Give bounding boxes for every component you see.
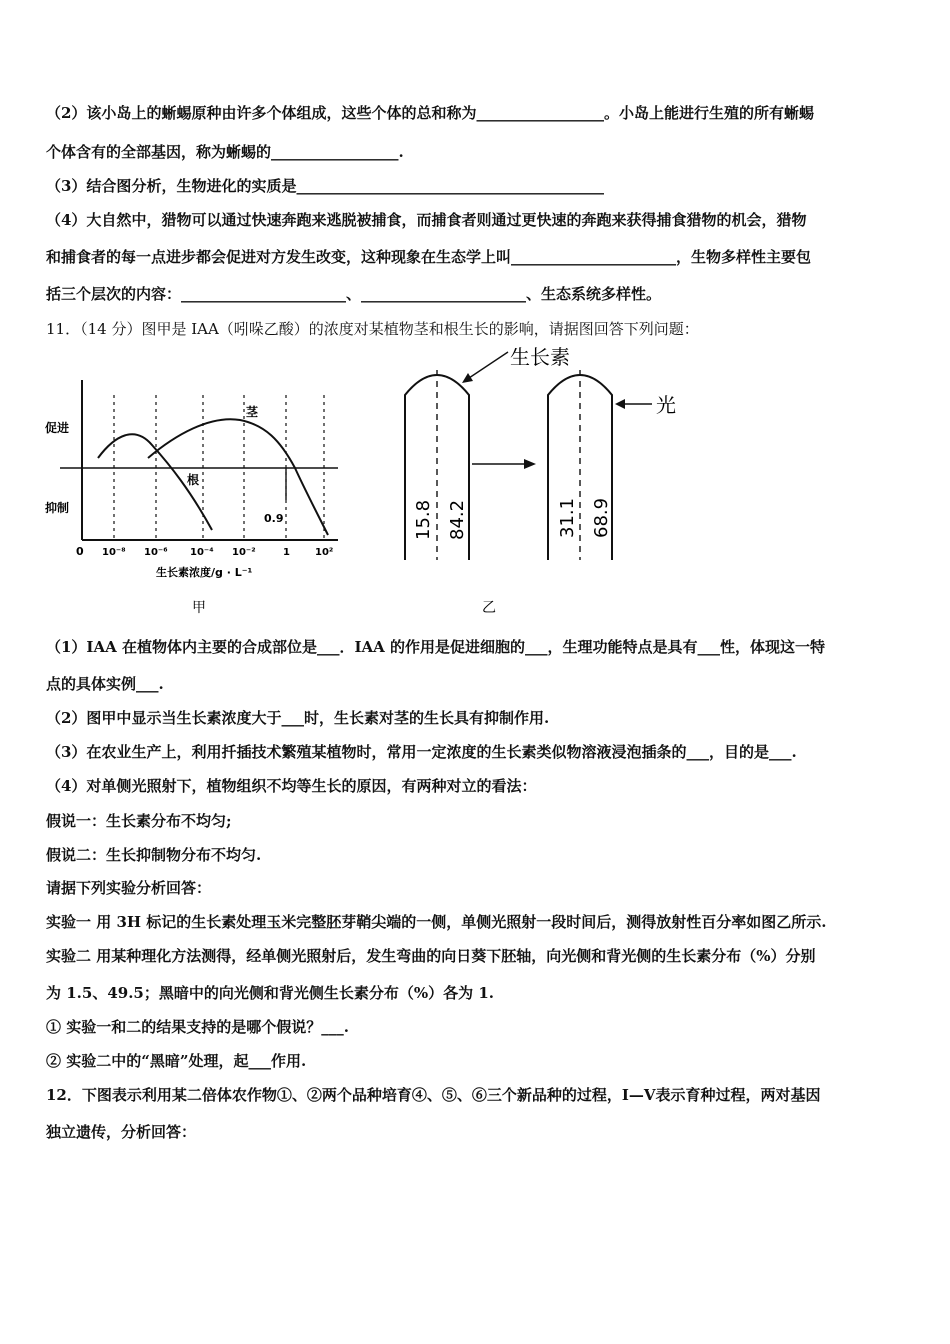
q11-c2: ② 实验二中的“黑暗”处理，起___作用. — [46, 1052, 307, 1070]
x-tick-5: 1 — [283, 547, 290, 558]
x-tick-1: 10⁻⁸ — [102, 547, 126, 558]
label-stem: 茎 — [246, 405, 259, 419]
q10-p4-line2: 和捕食者的每一点进步都会促进对方发生改变，这种现象在生态学上叫______________________，生物多样性主要包 — [46, 248, 812, 266]
q11-p1-line1: （1）IAA 在植物体内主要的合成部位是___．IAA 的作用是促进细胞的___，生理功能特点是具有___性，体现这一特 — [46, 638, 825, 656]
y-label-promote: 促进 — [45, 421, 70, 435]
q10-p3: （3）结合图分析，生物进化的实质是_________________________________________ — [46, 177, 604, 195]
q11-header: 11．（14 分）图甲是 IAA（吲哚乙酸）的浓度对某植物茎和根生长的影响，请据图回答下列问题： — [46, 320, 699, 338]
figure-area — [40, 340, 920, 630]
caption-yi: 乙 — [482, 600, 496, 616]
left-value-a: 15.8 — [413, 499, 434, 540]
arrow-head — [524, 459, 536, 469]
auxin-pointer — [466, 352, 508, 380]
label-auxin: 生长素 — [510, 345, 570, 369]
q11-p3: （3）在农业生产上，利用扦插技术繁殖某植物时，常用一定浓度的生长素类似物溶液浸泡插条的___，目的是___. — [46, 743, 797, 761]
q10-p2-line2: 个体含有的全部基因，称为蜥蜴的_________________. — [46, 143, 404, 161]
q11-hypothesis-2: 假说二：生长抑制物分布不均匀. — [46, 846, 262, 864]
left-value-b: 84.2 — [447, 499, 468, 540]
q11-c1: ① 实验一和二的结果支持的是哪个假说？___. — [46, 1018, 349, 1036]
label-09: 0.9 — [264, 512, 284, 525]
caption-jia: 甲 — [192, 600, 206, 616]
stem-curve — [148, 419, 328, 535]
q12-line2: 独立遗传，分析回答： — [46, 1123, 197, 1141]
q11-p2: （2）图甲中显示当生长素浓度大于___时，生长素对茎的生长具有抑制作用. — [46, 709, 550, 727]
label-light: 光 — [656, 393, 676, 417]
x-origin: 0 — [76, 545, 84, 558]
right-value-a: 31.1 — [557, 497, 578, 538]
q10-p4-line3: 括三个层次的内容：______________________、______________________、生态系统多样性。 — [46, 285, 662, 303]
q12-line1: 12．下图表示利用某二倍体农作物①、②两个品种培育④、⑤、⑥三个新品种的过程，Ⅰ—Ⅴ表示育种过程，两对基因 — [46, 1086, 821, 1104]
x-tick-4: 10⁻² — [232, 547, 256, 558]
figures-svg — [40, 340, 920, 630]
q10-p2-line1: （2）该小岛上的蜥蜴原种由许多个体组成，这些个体的总和称为_________________。小岛上能进行生殖的所有蜥蜴 — [46, 104, 814, 122]
x-axis-label: 生长素浓度/g · L⁻¹ — [156, 566, 253, 579]
q11-p4: （4）对单侧光照射下，植物组织不均等生长的原因，有两种对立的看法： — [46, 777, 537, 795]
q11-exp2-line2: 为 1.5、49.5；黑暗中的向光侧和背光侧生长素分布（%）各为 1. — [46, 984, 494, 1002]
light-arrow-head — [615, 399, 625, 409]
q11-hypothesis-1: 假说一：生长素分布不均匀; — [46, 812, 232, 830]
q11-p1-line2: 点的具体实例___. — [46, 675, 164, 693]
x-tick-3: 10⁻⁴ — [190, 547, 214, 558]
x-tick-2: 10⁻⁶ — [144, 547, 168, 558]
q11-exp1: 实验一 用 3H 标记的生长素处理玉米完整胚芽鞘尖端的一侧，单侧光照射一段时间后，测得放射性百分率如图乙所示. — [46, 913, 827, 931]
label-root: 根 — [187, 473, 200, 487]
q11-exp2-line1: 实验二 用某种理化方法测得，经单侧光照射后，发生弯曲的向日葵下胚轴，向光侧和背光侧的生长素分布（%）分别 — [46, 947, 816, 965]
right-value-b: 68.9 — [591, 497, 612, 538]
x-tick-6: 10² — [315, 547, 334, 558]
auxin-pointer-head — [462, 373, 473, 383]
q10-p4-line1: （4）大自然中，猎物可以通过快速奔跑来逃脱被捕食，而捕食者则通过更快速的奔跑来获得捕食猎物的机会，猎物 — [46, 211, 807, 229]
figure-jia — [45, 380, 338, 616]
y-label-inhibit: 抑制 — [45, 501, 70, 515]
figure-yi — [405, 345, 676, 616]
q11-prompt: 请据下列实验分析回答： — [46, 879, 212, 897]
